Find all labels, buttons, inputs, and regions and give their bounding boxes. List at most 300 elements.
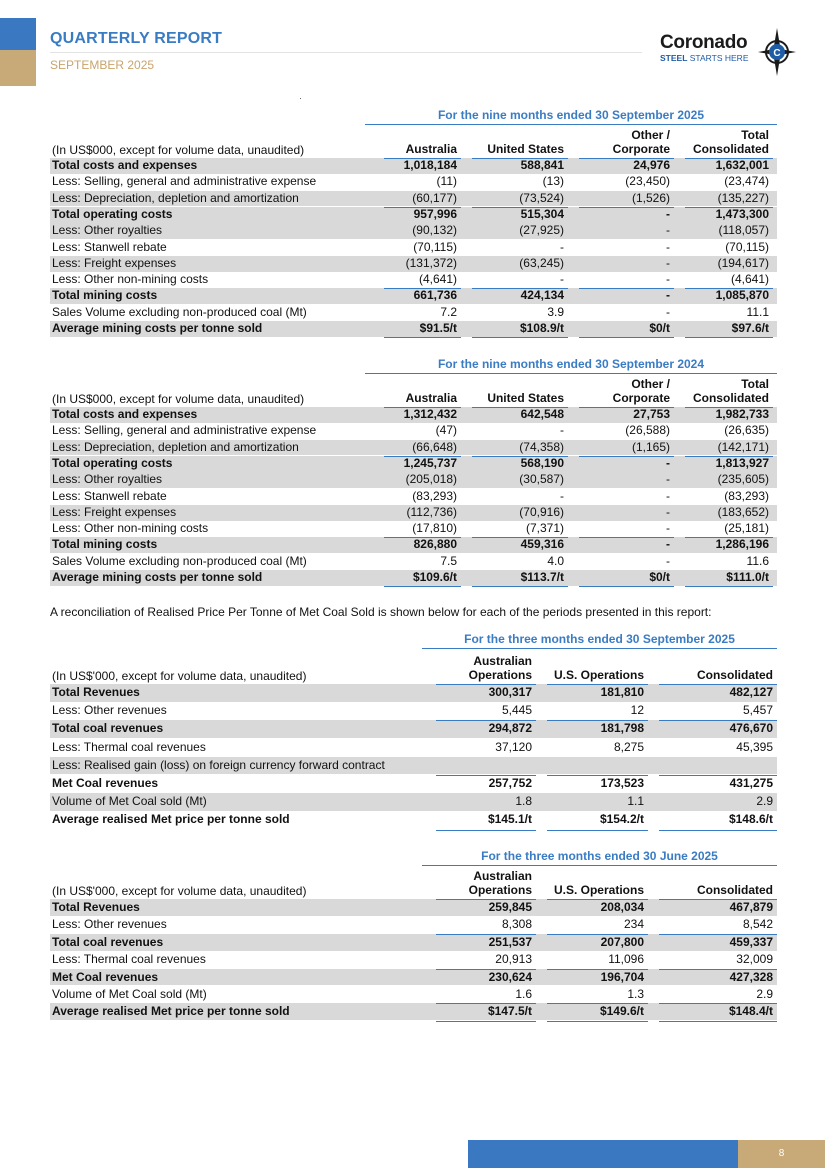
table-row bbox=[50, 521, 777, 537]
row-label: Volume of Met Coal sold (Mt) bbox=[52, 794, 207, 809]
row-value: $111.0/t bbox=[726, 570, 769, 584]
row-value: $154.2/t bbox=[599, 812, 644, 827]
row-value: (60,177) bbox=[412, 190, 457, 205]
row-value: 1,473,300 bbox=[715, 206, 769, 221]
row-label: Total costs and expenses bbox=[52, 158, 198, 172]
row-value: (63,245) bbox=[519, 255, 564, 270]
row-value: 431,275 bbox=[729, 776, 773, 790]
column-rule bbox=[547, 934, 648, 935]
row-value: $0/t bbox=[649, 570, 670, 584]
column-rule bbox=[472, 158, 568, 159]
row-label: Less: Other royalties bbox=[52, 223, 163, 238]
table-row bbox=[50, 720, 777, 738]
row-value: 459,337 bbox=[729, 934, 773, 949]
report-title: QUARTERLY REPORT bbox=[50, 30, 223, 47]
table-bottom-rule bbox=[685, 337, 773, 338]
table-row bbox=[50, 969, 777, 986]
row-value: 1,286,196 bbox=[715, 537, 769, 552]
row-value: 424,134 bbox=[520, 288, 564, 303]
column-header bbox=[565, 377, 670, 405]
column-header-line: Australia bbox=[405, 391, 457, 405]
row-value: 7.2 bbox=[440, 304, 457, 319]
row-value: $91.5/t bbox=[419, 321, 457, 335]
unit-note: (In US$000, except for volume data, unaudited) bbox=[52, 143, 305, 157]
column-header-line: U.S. Operations bbox=[553, 883, 644, 897]
column-header-line: Consolidated bbox=[692, 391, 769, 405]
table-row bbox=[50, 240, 777, 256]
column-rule bbox=[472, 207, 568, 208]
table-bottom-rule bbox=[472, 586, 568, 587]
row-value: 207,800 bbox=[600, 934, 644, 949]
row-value: (118,057) bbox=[718, 223, 769, 238]
column-rule bbox=[659, 1003, 777, 1004]
row-value: - bbox=[666, 272, 670, 287]
stray-mark bbox=[300, 98, 301, 99]
table-row bbox=[50, 775, 777, 793]
row-value: 1,085,870 bbox=[715, 288, 769, 303]
column-header-line: Total bbox=[741, 377, 769, 391]
table-row bbox=[50, 223, 777, 239]
row-value: 482,127 bbox=[729, 685, 773, 699]
row-value: 230,624 bbox=[488, 969, 532, 984]
column-header bbox=[422, 654, 532, 682]
table-bottom-rule bbox=[436, 1021, 536, 1022]
table-bottom-rule bbox=[579, 586, 674, 587]
column-rule bbox=[579, 158, 674, 159]
reconciliation-intro: A reconciliation of Realised Price Per Tonne of Met Coal Sold is shown below for each of the periods presented in this report: bbox=[50, 605, 712, 619]
row-value: - bbox=[666, 488, 670, 503]
row-value: 588,841 bbox=[520, 158, 564, 172]
header-tan-block bbox=[0, 50, 36, 86]
table-row bbox=[50, 934, 777, 951]
row-label: Less: Freight expenses bbox=[52, 504, 177, 519]
row-value: - bbox=[666, 553, 670, 568]
column-header-line: Other / bbox=[631, 128, 670, 142]
column-header-line: Australian bbox=[473, 654, 532, 668]
row-value: $149.6/t bbox=[599, 1004, 644, 1019]
row-value: (135,227) bbox=[717, 190, 769, 205]
column-header bbox=[458, 377, 564, 405]
row-value: $148.4/t bbox=[728, 1004, 773, 1019]
row-value: 427,328 bbox=[729, 969, 773, 984]
compass-icon bbox=[758, 28, 796, 76]
column-rule bbox=[685, 207, 773, 208]
row-label: Total operating costs bbox=[52, 206, 173, 221]
row-value: - bbox=[666, 239, 670, 254]
column-rule bbox=[685, 537, 773, 538]
row-value: (183,652) bbox=[717, 504, 769, 519]
row-value: 568,190 bbox=[520, 455, 564, 470]
table-row bbox=[50, 505, 777, 521]
row-value: 32,009 bbox=[736, 952, 773, 967]
column-rule bbox=[384, 207, 461, 208]
row-value: 5,457 bbox=[742, 703, 773, 718]
row-value: 1,312,432 bbox=[403, 407, 457, 421]
column-header-line: Total bbox=[741, 128, 769, 142]
row-label: Less: Freight expenses bbox=[52, 255, 177, 270]
row-label: Average mining costs per tonne sold bbox=[52, 321, 263, 335]
row-value: (25,181) bbox=[724, 521, 769, 536]
column-rule bbox=[436, 899, 536, 900]
row-label: Total costs and expenses bbox=[52, 407, 198, 421]
row-value: (1,526) bbox=[631, 190, 670, 205]
row-value: 251,537 bbox=[488, 934, 532, 949]
column-header bbox=[422, 869, 532, 897]
column-rule bbox=[384, 407, 461, 408]
column-rule bbox=[659, 899, 777, 900]
table-row bbox=[50, 272, 777, 288]
column-rule bbox=[436, 1003, 536, 1004]
row-value: 300,317 bbox=[488, 685, 532, 699]
row-value: 4.0 bbox=[547, 553, 564, 568]
column-rule bbox=[436, 684, 536, 685]
column-rule bbox=[436, 720, 536, 721]
table-row bbox=[50, 158, 777, 174]
row-value: - bbox=[666, 521, 670, 536]
row-label: Met Coal revenues bbox=[52, 969, 159, 984]
column-rule bbox=[659, 934, 777, 935]
row-label: Less: Other non-mining costs bbox=[52, 521, 209, 536]
row-value: 11,096 bbox=[608, 952, 644, 967]
row-value: 181,810 bbox=[600, 685, 644, 699]
table-row bbox=[50, 1003, 777, 1020]
row-label: Less: Depreciation, depletion and amortization bbox=[52, 190, 299, 205]
row-value: (73,524) bbox=[519, 190, 564, 205]
row-label: Less: Selling, general and administrative expense bbox=[52, 174, 317, 189]
row-label: Less: Other revenues bbox=[52, 917, 167, 932]
table-bottom-rule bbox=[659, 1021, 777, 1022]
row-value: (74,358) bbox=[519, 439, 564, 454]
row-value: (30,587) bbox=[519, 472, 564, 487]
logo-tag-rest: STARTS HERE bbox=[687, 53, 749, 63]
row-label: Total mining costs bbox=[52, 288, 158, 303]
row-value: 173,523 bbox=[600, 776, 644, 790]
page-number: 8 bbox=[778, 1148, 785, 1159]
row-value: (23,450) bbox=[625, 174, 670, 189]
row-value: (4,641) bbox=[418, 272, 457, 287]
row-value: 294,872 bbox=[488, 721, 532, 736]
row-label: Total operating costs bbox=[52, 455, 173, 470]
row-value: (13) bbox=[542, 174, 564, 189]
row-label: Volume of Met Coal sold (Mt) bbox=[52, 987, 207, 1001]
column-rule bbox=[436, 969, 536, 970]
header-blue-block bbox=[0, 18, 36, 50]
row-value: (70,115) bbox=[725, 239, 769, 254]
column-header-line: U.S. Operations bbox=[553, 668, 644, 682]
table-bottom-rule bbox=[384, 586, 461, 587]
column-rule bbox=[547, 969, 648, 970]
company-logo bbox=[660, 28, 796, 78]
column-header-line: Consolidated bbox=[696, 668, 773, 682]
column-rule bbox=[685, 288, 773, 289]
row-value: (4,641) bbox=[730, 272, 769, 287]
table-row bbox=[50, 702, 777, 720]
footer-blue-bar bbox=[468, 1140, 738, 1168]
row-value: (70,115) bbox=[413, 239, 457, 254]
row-value: 257,752 bbox=[488, 776, 532, 790]
column-rule bbox=[384, 158, 461, 159]
row-value: 8,542 bbox=[742, 917, 773, 932]
row-value: 467,879 bbox=[729, 900, 773, 914]
row-value: 7.5 bbox=[440, 553, 457, 568]
row-label: Average realised Met price per tonne sold bbox=[52, 1004, 290, 1019]
row-value: 11.6 bbox=[746, 553, 769, 568]
column-header bbox=[565, 128, 670, 156]
column-rule bbox=[659, 969, 777, 970]
table-period-heading: For the three months ended 30 June 2025 bbox=[422, 849, 777, 866]
column-header-line: United States bbox=[487, 142, 564, 156]
row-value: 37,120 bbox=[495, 739, 532, 754]
row-value: - bbox=[666, 537, 670, 552]
row-value: - bbox=[666, 504, 670, 519]
row-value: (70,916) bbox=[519, 504, 564, 519]
column-rule bbox=[685, 456, 773, 457]
row-label: Average realised Met price per tonne sold bbox=[52, 812, 290, 827]
row-value: 181,798 bbox=[600, 721, 644, 736]
row-value: - bbox=[560, 423, 564, 438]
column-rule bbox=[685, 158, 773, 159]
row-value: $97.6/t bbox=[731, 321, 769, 335]
row-value: (27,925) bbox=[519, 223, 564, 238]
row-value: $0/t bbox=[649, 321, 670, 335]
row-value: $145.1/t bbox=[487, 812, 532, 827]
row-value: - bbox=[666, 455, 670, 470]
row-label: Less: Thermal coal revenues bbox=[52, 952, 206, 967]
row-label: Less: Other non-mining costs bbox=[52, 272, 209, 287]
row-value: - bbox=[560, 239, 564, 254]
column-rule bbox=[659, 775, 777, 776]
row-value: (142,171) bbox=[717, 439, 769, 454]
row-value: 12 bbox=[630, 703, 644, 718]
column-rule bbox=[579, 207, 674, 208]
column-rule bbox=[384, 537, 461, 538]
row-value: 5,445 bbox=[501, 703, 532, 718]
table-row bbox=[50, 256, 777, 272]
row-value: 1,632,001 bbox=[715, 158, 769, 172]
column-rule bbox=[579, 537, 674, 538]
row-value: 515,304 bbox=[520, 206, 564, 221]
row-value: 3.9 bbox=[547, 304, 564, 319]
table-bottom-rule bbox=[579, 337, 674, 338]
column-rule bbox=[436, 775, 536, 776]
row-value: (23,474) bbox=[724, 174, 769, 189]
column-header bbox=[458, 128, 564, 156]
column-header-line: Other / bbox=[631, 377, 670, 391]
table-bottom-rule bbox=[384, 337, 461, 338]
row-value: (11) bbox=[436, 174, 457, 189]
column-header bbox=[533, 869, 644, 897]
row-value: 1,982,733 bbox=[715, 407, 769, 421]
table-period-heading: For the nine months ended 30 September 2024 bbox=[365, 357, 777, 374]
row-value: (83,293) bbox=[724, 488, 769, 503]
row-value: (112,736) bbox=[406, 504, 457, 519]
row-value: (194,617) bbox=[717, 255, 769, 270]
row-value: - bbox=[666, 255, 670, 270]
column-header-line: Operations bbox=[468, 883, 532, 897]
column-header-line: Consolidated bbox=[696, 883, 773, 897]
column-rule bbox=[579, 288, 674, 289]
column-header-line: Australia bbox=[405, 142, 457, 156]
column-rule bbox=[436, 934, 536, 935]
row-value: - bbox=[560, 272, 564, 287]
column-rule bbox=[472, 456, 568, 457]
row-label: Sales Volume excluding non-produced coal (Mt) bbox=[52, 553, 307, 568]
row-value: 259,845 bbox=[488, 900, 532, 914]
row-value: - bbox=[666, 206, 670, 221]
logo-name: Coronado bbox=[660, 32, 748, 53]
row-value: 24,976 bbox=[633, 158, 670, 172]
table-bottom-rule bbox=[472, 337, 568, 338]
table-row bbox=[50, 811, 777, 829]
row-value: 11.1 bbox=[746, 304, 769, 319]
table-row bbox=[50, 537, 777, 553]
column-header-line: Australian bbox=[473, 869, 532, 883]
row-label: Met Coal revenues bbox=[52, 776, 159, 790]
row-label: Total coal revenues bbox=[52, 721, 164, 736]
table-bottom-rule bbox=[685, 586, 773, 587]
row-label: Less: Stanwell rebate bbox=[52, 488, 167, 503]
row-value: $108.9/t bbox=[519, 321, 564, 335]
table-row bbox=[50, 456, 777, 472]
row-value: (83,293) bbox=[412, 488, 457, 503]
row-label: Total Revenues bbox=[52, 685, 140, 699]
table-row bbox=[50, 288, 777, 304]
column-header-line: United States bbox=[487, 391, 564, 405]
table-period-heading: For the three months ended 30 September 2025 bbox=[422, 632, 777, 649]
row-value: - bbox=[560, 488, 564, 503]
row-value: - bbox=[666, 472, 670, 487]
row-label: Total Revenues bbox=[52, 900, 140, 914]
row-value: 476,670 bbox=[729, 721, 773, 736]
table-row bbox=[50, 407, 777, 423]
row-value: (17,810) bbox=[412, 521, 457, 536]
row-value: 1.6 bbox=[515, 987, 532, 1001]
svg-text:C: C bbox=[773, 48, 781, 59]
column-rule bbox=[579, 407, 674, 408]
row-value: $113.7/t bbox=[520, 570, 564, 584]
column-rule bbox=[659, 720, 777, 721]
row-label: Less: Thermal coal revenues bbox=[52, 739, 206, 754]
table-row bbox=[50, 757, 777, 775]
row-label: Less: Other revenues bbox=[52, 703, 167, 718]
column-rule bbox=[547, 1003, 648, 1004]
column-header bbox=[533, 654, 644, 682]
table-bottom-rule bbox=[436, 830, 536, 831]
row-label: Average mining costs per tonne sold bbox=[52, 570, 263, 584]
row-value: - bbox=[666, 223, 670, 238]
header-divider bbox=[50, 52, 642, 53]
row-value: (205,018) bbox=[405, 472, 457, 487]
row-value: 8,308 bbox=[501, 917, 532, 932]
table-row bbox=[50, 793, 777, 811]
row-value: (90,132) bbox=[412, 223, 457, 238]
row-value: 1,813,927 bbox=[715, 455, 769, 470]
row-label: Less: Stanwell rebate bbox=[52, 239, 167, 254]
table-row bbox=[50, 899, 777, 916]
table-row bbox=[50, 916, 777, 933]
column-rule bbox=[472, 407, 568, 408]
table-row bbox=[50, 472, 777, 488]
table-row bbox=[50, 570, 777, 586]
row-value: 1.3 bbox=[627, 987, 644, 1001]
row-value: 234 bbox=[623, 917, 644, 932]
row-label: Total coal revenues bbox=[52, 934, 164, 949]
row-value: (235,605) bbox=[717, 472, 769, 487]
table-bottom-rule bbox=[659, 830, 777, 831]
row-label: Less: Other royalties bbox=[52, 472, 163, 487]
logo-tagline bbox=[660, 53, 749, 63]
table-bottom-rule bbox=[547, 1021, 648, 1022]
row-value: 642,548 bbox=[520, 407, 564, 421]
row-value: 196,704 bbox=[600, 969, 644, 984]
unit-note: (In US$'000, except for volume data, unaudited) bbox=[52, 669, 307, 683]
row-value: 957,996 bbox=[413, 206, 457, 221]
table-row bbox=[50, 739, 777, 757]
column-header bbox=[370, 128, 457, 156]
column-rule bbox=[547, 899, 648, 900]
row-label: Less: Realised gain (loss) on foreign currency forward contract bbox=[52, 757, 385, 772]
table-row bbox=[50, 305, 777, 321]
table-row bbox=[50, 191, 777, 207]
row-label: Total mining costs bbox=[52, 537, 158, 552]
column-header-line: Consolidated bbox=[692, 142, 769, 156]
row-value: 826,880 bbox=[413, 537, 457, 552]
row-value: $148.6/t bbox=[728, 812, 773, 827]
table-bottom-rule bbox=[547, 830, 648, 831]
column-rule bbox=[547, 775, 648, 776]
table-row bbox=[50, 684, 777, 702]
column-header bbox=[671, 128, 769, 156]
column-rule bbox=[547, 684, 648, 685]
column-header bbox=[671, 377, 769, 405]
column-rule bbox=[384, 456, 461, 457]
row-value: (131,372) bbox=[405, 255, 457, 270]
row-value: 8,275 bbox=[613, 739, 644, 754]
column-rule bbox=[472, 288, 568, 289]
table-row bbox=[50, 554, 777, 570]
unit-note: (In US$000, except for volume data, unaudited) bbox=[52, 392, 305, 406]
table-period-heading: For the nine months ended 30 September 2025 bbox=[365, 108, 777, 125]
row-value: (66,648) bbox=[412, 439, 457, 454]
unit-note: (In US$'000, except for volume data, unaudited) bbox=[52, 884, 307, 898]
row-value: (7,371) bbox=[525, 521, 564, 536]
table-row bbox=[50, 951, 777, 968]
row-value: 208,034 bbox=[600, 900, 644, 914]
row-value: 2.9 bbox=[756, 794, 773, 809]
row-value: 661,736 bbox=[413, 288, 457, 303]
row-value: $147.5/t bbox=[487, 1004, 532, 1019]
row-value: (26,588) bbox=[625, 423, 670, 438]
column-rule bbox=[472, 537, 568, 538]
table-row bbox=[50, 321, 777, 337]
row-label: Less: Depreciation, depletion and amortization bbox=[52, 439, 299, 454]
table-row bbox=[50, 174, 777, 190]
row-value: 1.1 bbox=[627, 794, 644, 809]
row-value: 459,316 bbox=[520, 537, 564, 552]
row-value: (1,165) bbox=[631, 439, 670, 454]
column-rule bbox=[384, 288, 461, 289]
report-date: SEPTEMBER 2025 bbox=[50, 58, 155, 72]
table-row bbox=[50, 489, 777, 505]
column-header bbox=[370, 377, 457, 405]
row-value: 45,395 bbox=[736, 739, 773, 754]
row-value: 2.9 bbox=[756, 987, 773, 1001]
column-rule bbox=[547, 720, 648, 721]
column-header-line: Corporate bbox=[612, 391, 670, 405]
row-value: 1.8 bbox=[515, 794, 532, 809]
column-rule bbox=[685, 407, 773, 408]
row-value: (26,635) bbox=[724, 423, 769, 438]
